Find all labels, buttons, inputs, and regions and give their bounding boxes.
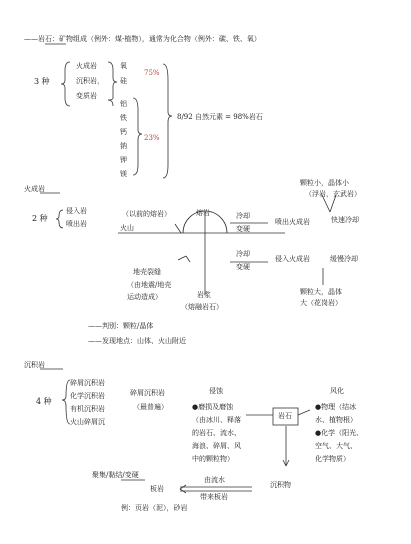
erosion-line-2: （由冰川、释落 [192, 416, 241, 424]
rock-type-2: 沉积岩， [76, 77, 104, 85]
water-line-2: 带来板岩 [200, 493, 228, 501]
weather-line-3: ●化学（阳光、 [315, 429, 364, 437]
element-ca: 钙 [120, 128, 127, 136]
rock-definition: ——岩石：矿物组成（例外：煤-植物），通常为化合物（例外：碳、铁、氧） [24, 35, 261, 43]
percent-23: 23% [144, 134, 160, 142]
water-line-1: 由流水 [204, 476, 225, 484]
fine-grain-examples: （浮岩，玄武岩） [305, 190, 361, 198]
sed-kind-2: 化学沉积岩 [70, 392, 105, 400]
element-na: 钠 [120, 142, 127, 150]
magma-note: （以前的熔岩） [122, 210, 171, 218]
slow-cooling: 缓慢冷却 [330, 255, 358, 263]
sediment-label: 沉积物 [270, 481, 291, 489]
volcano-label: 火山 [120, 224, 134, 232]
weather-line-1: ●物理（结冰 [315, 403, 357, 411]
crack-cause-1: （由地震/地壳 [127, 281, 172, 289]
extrusive-rock: 喷出火成岩 [275, 218, 310, 226]
three-kinds-label: 3 种 [34, 77, 50, 86]
sed-kind-3: 有机沉积岩 [70, 405, 105, 413]
coarse-grain: 颗粒大，晶体 [300, 288, 342, 296]
igneous-title: 火成岩 [24, 185, 45, 193]
most-common: （最普遍） [133, 403, 168, 411]
element-fe: 铁 [120, 114, 127, 122]
element-k: 钾 [120, 156, 127, 164]
crack-cause-2: 运动造成） [127, 293, 162, 301]
identify-note: ——判别：颗粒/晶体 [88, 322, 154, 330]
crust-crack: 地壳裂缝 [133, 268, 161, 276]
erosion-line-5: 中的颗粒物） [192, 455, 234, 463]
weather-line-5: 化学物质） [315, 455, 350, 463]
location-note: ——发现地点：山体、火山附近 [88, 337, 186, 345]
sed-kind-4: 火山碎屑沉 [70, 418, 105, 426]
bedrock-label: 板岩 [150, 485, 164, 493]
erosion-title: 侵蚀 [209, 387, 223, 395]
erosion-line-3: 的岩石、流水、 [192, 429, 241, 437]
sedimentary-title: 沉积岩 [24, 361, 45, 369]
sed-kind-1: 碎屑沉积岩 [70, 379, 105, 387]
magma-2-label: 岩浆 [197, 291, 211, 299]
element-mg: 镁 [120, 170, 127, 178]
element-silicon: 硅 [120, 77, 127, 85]
two-kinds-label: 2 种 [32, 214, 48, 223]
weather-line-4: 空气、大气、 [315, 442, 357, 450]
four-kinds-label: 4 种 [36, 397, 52, 406]
weathering-title: 风化 [330, 387, 344, 395]
harden-label-1: 变硬 [236, 225, 250, 233]
compaction-label: 聚集/黏结/变硬 [92, 471, 139, 479]
igneous-kind-2: 喷出岩 [66, 220, 87, 228]
rock-box-label: 岩石 [278, 412, 292, 420]
coarse-grain-examples: 大（花岗岩） [300, 299, 342, 307]
intrusive-rock: 侵入火成岩 [275, 255, 310, 263]
element-al: 铝 [120, 100, 127, 108]
clastic-title: 碎屑沉积岩 [130, 389, 165, 397]
rock-type-3: 变质岩 [76, 92, 97, 100]
element-oxygen: 氧 [120, 62, 127, 70]
igneous-kind-1: 侵入岩 [66, 207, 87, 215]
percent-75: 75% [144, 69, 160, 77]
cool-label-2: 冷却 [236, 250, 250, 258]
magma-label: 熔岩 [196, 209, 210, 217]
cool-label-1: 冷却 [236, 212, 250, 220]
sedimentary-example: 例：页岩（泥），砂岩 [121, 504, 188, 512]
magma-2-note: （熔融岩石） [181, 303, 223, 311]
erosion-line-1: ●磨损及磨蚀 [192, 403, 234, 411]
fine-grain: 颗粒小，晶体小 [300, 179, 349, 187]
harden-label-2: 变硬 [236, 263, 250, 271]
fast-cooling: 快速冷却 [331, 216, 359, 224]
element-summary: 8/92 自然元素 = 98%岩石 [177, 113, 263, 121]
weather-line-2: 水、植物根） [315, 416, 357, 424]
erosion-line-4: 海浪、碎屑、风 [192, 442, 241, 450]
rock-type-1: 火成岩 [76, 62, 97, 70]
